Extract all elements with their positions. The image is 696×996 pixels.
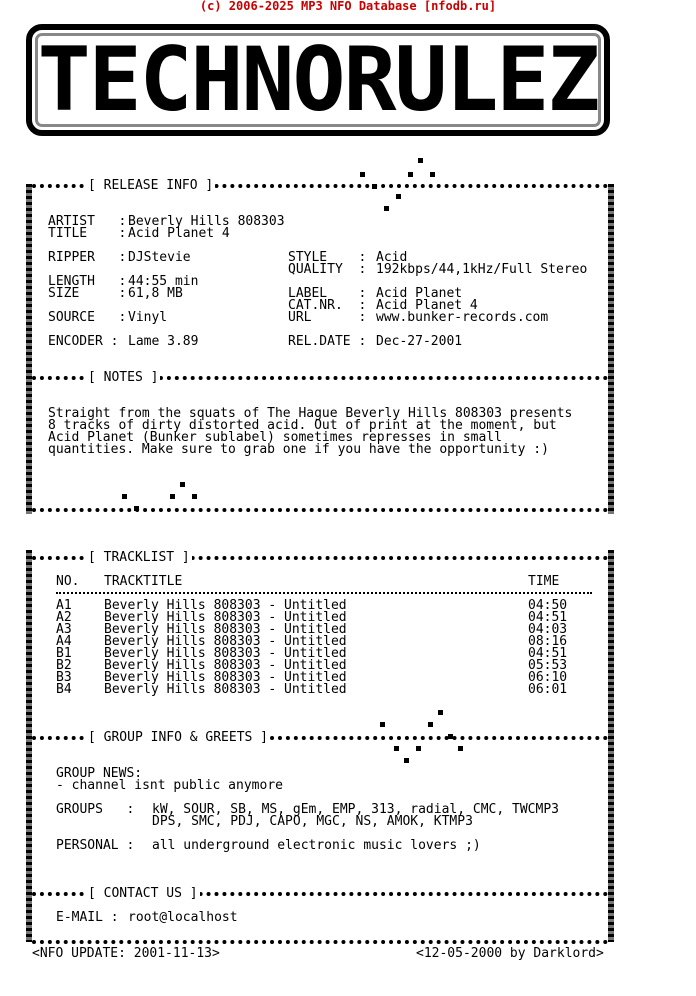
notes-footer-rule — [32, 508, 608, 512]
copyright-banner: (c) 2006-2025 MP3 NFO Database [nfodb.ru] — [199, 0, 497, 13]
ripper-label: RIPPER : — [48, 250, 127, 265]
groups-label: GROUPS : — [56, 802, 135, 817]
decor-dot — [438, 710, 443, 715]
track-time: 06:10 — [528, 670, 568, 685]
url-label: URL : — [288, 310, 367, 325]
decor-dot — [192, 494, 197, 499]
size-value: 61,8 MB — [128, 286, 183, 301]
track-time: 06:01 — [528, 682, 568, 697]
title-value: Acid Planet 4 — [128, 226, 230, 241]
notes-line: 8 tracks of dirty distorted acid. Out of print at the moment, but — [48, 418, 557, 433]
track-time: 04:51 — [528, 646, 568, 661]
catnr-value: Acid Planet 4 — [376, 298, 478, 313]
footer-credit: <12-05-2000 by Darklord> — [416, 946, 604, 961]
track-no: B3 — [56, 670, 72, 685]
encoder-value: Lame 3.89 — [128, 334, 199, 349]
decor-dot — [458, 746, 463, 751]
length-value: 44:55 min — [128, 274, 199, 289]
track-title: Beverly Hills 808303 - Untitled — [104, 610, 347, 625]
contact-header: [ CONTACT US ] — [88, 886, 198, 901]
track-no: A2 — [56, 610, 72, 625]
track-no: B1 — [56, 646, 72, 661]
track-no: B2 — [56, 658, 72, 673]
col-time: TIME — [528, 574, 560, 589]
group-news-label: GROUP NEWS: — [56, 766, 143, 781]
notes-line: Acid Planet (Bunker sublabel) sometimes represses in small — [48, 430, 502, 445]
footer-nfo-update: <NFO UPDATE: 2001-11-13> — [32, 946, 220, 961]
track-title: Beverly Hills 808303 - Untitled — [104, 598, 347, 613]
tracklist-header: [ TRACKLIST ] — [88, 550, 190, 565]
track-no: A4 — [56, 634, 72, 649]
groups-line: kW, SOUR, SB, MS, gEm, EMP, 313, radial, CMC, TWCMP3 — [152, 802, 559, 817]
block-gap — [20, 514, 620, 550]
track-title: Beverly Hills 808303 - Untitled — [104, 682, 347, 697]
catnr-label: CAT.NR. : — [288, 298, 367, 313]
tracklist-separator — [56, 592, 592, 594]
reldate-label: REL.DATE : — [288, 334, 367, 349]
email-value: root@localhost — [128, 910, 238, 925]
bottom-rule — [32, 940, 608, 944]
track-title: Beverly Hills 808303 - Untitled — [104, 670, 347, 685]
decor-dot — [380, 722, 385, 727]
track-title: Beverly Hills 808303 - Untitled — [104, 622, 347, 637]
col-tracktitle: TRACKTITLE — [104, 574, 183, 589]
track-title: Beverly Hills 808303 - Untitled — [104, 634, 347, 649]
col-no: NO. — [56, 574, 80, 589]
style-value: Acid — [376, 250, 408, 265]
quality-label: QUALITY : — [288, 262, 367, 277]
notes-line: quantities. Make sure to grab one if you have the opportunity :) — [48, 442, 549, 457]
track-time: 05:53 — [528, 658, 568, 673]
style-label: STYLE : — [288, 250, 367, 265]
title-label: TITLE : — [48, 226, 127, 241]
artist-label: ARTIST : — [48, 214, 127, 229]
track-title: Beverly Hills 808303 - Untitled — [104, 658, 347, 673]
decor-dot — [170, 494, 175, 499]
decor-dot — [122, 494, 127, 499]
url-value: www.bunker-records.com — [376, 310, 549, 325]
decor-dot — [384, 206, 389, 211]
decor-dot — [418, 158, 423, 163]
email-label: E-MAIL : — [56, 910, 119, 925]
track-title: Beverly Hills 808303 - Untitled — [104, 646, 347, 661]
decor-dot — [448, 734, 453, 739]
source-value: Vinyl — [128, 310, 168, 325]
track-no: A1 — [56, 598, 72, 613]
ripper-value: DJStevie — [128, 250, 191, 265]
decor-dot — [396, 194, 401, 199]
decor-dot — [428, 722, 433, 727]
groups-line: DPS, SMC, PDJ, CAPO, MGC, NS, AMOK, KTMP3 — [152, 814, 473, 829]
size-label: SIZE : — [48, 286, 127, 301]
track-time: 04:51 — [528, 610, 568, 625]
label-value: Acid Planet — [376, 286, 463, 301]
track-time: 08:16 — [528, 634, 568, 649]
personal-value: all underground electronic music lovers ;) — [152, 838, 481, 853]
track-time: 04:50 — [528, 598, 568, 613]
left-border — [26, 184, 32, 942]
decor-dot — [394, 746, 399, 751]
notes-header: [ NOTES ] — [88, 370, 159, 385]
track-time: 04:03 — [528, 622, 568, 637]
length-label: LENGTH : — [48, 274, 127, 289]
quality-value: 192kbps/44,1kHz/Full Stereo — [376, 262, 588, 277]
group-info-header: [ GROUP INFO & GREETS ] — [88, 730, 269, 745]
decor-dot — [404, 758, 409, 763]
decor-dot — [430, 172, 435, 177]
label-label: LABEL : — [288, 286, 367, 301]
source-label: SOURCE : — [48, 310, 127, 325]
decor-dot — [134, 506, 139, 511]
track-no: A3 — [56, 622, 72, 637]
decor-dot — [416, 746, 421, 751]
artist-value: Beverly Hills 808303 — [128, 214, 285, 229]
right-border — [608, 184, 614, 942]
decor-dot — [180, 482, 185, 487]
notes-line: Straight from the squats of The Hague Beverly Hills 808303 presents — [48, 406, 573, 421]
decor-dot — [360, 172, 365, 177]
group-news-value: - channel isnt public anymore — [56, 778, 283, 793]
decor-dot — [408, 172, 413, 177]
reldate-value: Dec-27-2001 — [376, 334, 463, 349]
track-no: B4 — [56, 682, 72, 697]
personal-label: PERSONAL : — [56, 838, 135, 853]
encoder-label: ENCODER : — [48, 334, 119, 349]
technorulez-logo: TECHNORULEZ — [37, 28, 599, 131]
release-info-header: [ RELEASE INFO ] — [88, 178, 214, 193]
decor-dot — [372, 184, 377, 189]
